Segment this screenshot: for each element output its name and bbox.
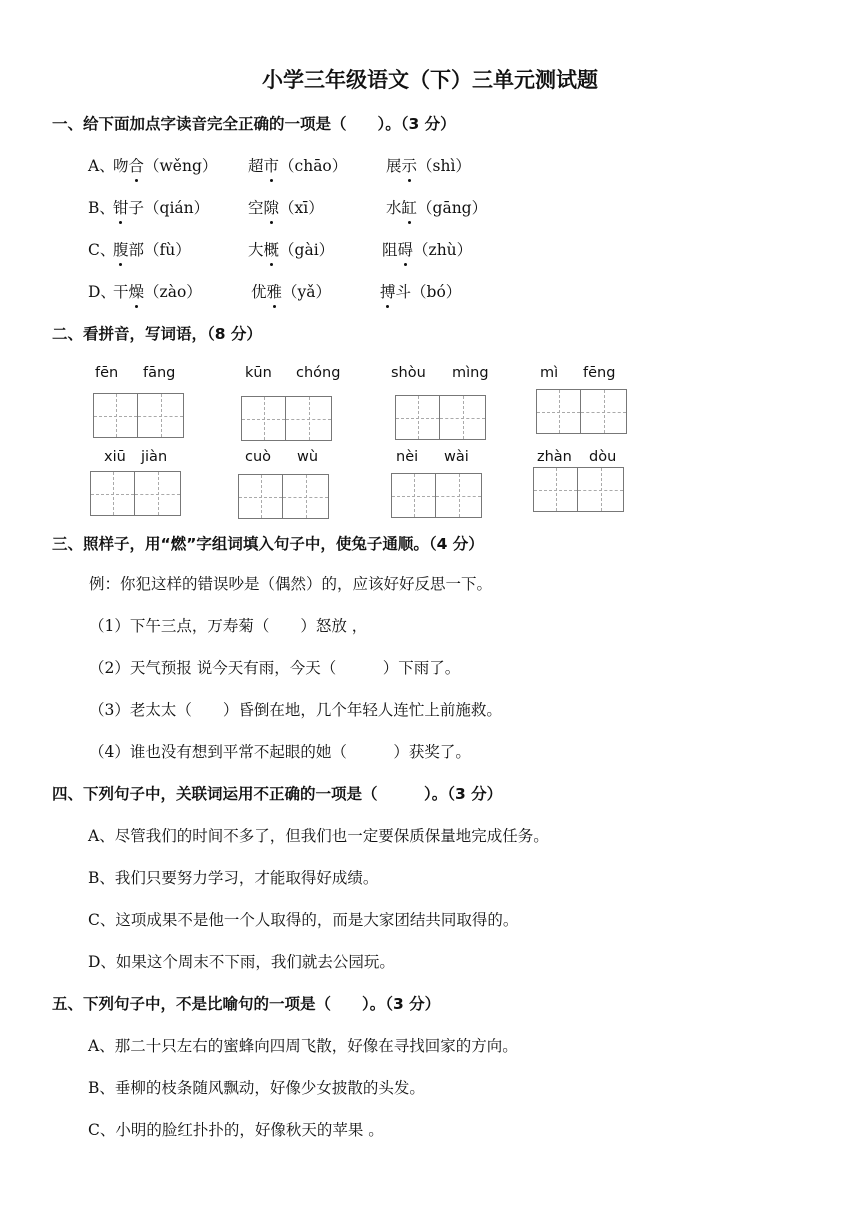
pinyin: chóng	[296, 365, 341, 381]
question-5-option-c: C、小明的脸红扑扑的，好像秋天的苹果 。	[88, 1121, 384, 1139]
pinyin: xiū	[104, 449, 126, 465]
writing-box[interactable]	[238, 474, 329, 519]
question-5-option-b: B、垂柳的枝条随风飘动，好像少女披散的头发。	[88, 1079, 425, 1097]
question-4-option-a: A、尽管我们的时间不多了，但我们也一定要保质保量地完成任务。	[88, 827, 549, 845]
writing-box[interactable]	[536, 389, 627, 434]
option-item: 优雅（yǎ）	[251, 280, 331, 302]
option-label: D、	[88, 283, 116, 301]
pinyin: zhàn	[537, 449, 572, 465]
pinyin: cuò	[245, 449, 272, 465]
question-4-option-b: B、我们只要努力学习，才能取得好成绩。	[88, 869, 379, 887]
pinyin: fēng	[583, 365, 616, 381]
option-item: 钳子（qián）	[113, 196, 209, 218]
writing-box[interactable]	[391, 473, 482, 518]
option-item: 展示（shì）	[386, 154, 471, 176]
question-2-heading: 二、看拼音，写词语，（8 分）	[52, 325, 262, 343]
pinyin: shòu	[391, 365, 426, 381]
option-item: 腹部（fù）	[113, 238, 191, 260]
option-item: 搏斗（bó）	[380, 280, 461, 302]
pinyin: fāng	[143, 365, 176, 381]
question-3-heading: 三、照样子，用“燃”字组词填入句子中，使兔子通顺。（4 分）	[52, 535, 484, 553]
question-4-option-d: D、如果这个周末不下雨，我们就去公园玩。	[88, 953, 395, 971]
pinyin: wài	[444, 449, 469, 465]
writing-box[interactable]	[395, 395, 486, 440]
question-3-example: 例：你犯这样的错误吵是（偶然）的，应该好好反思一下。	[89, 575, 493, 593]
option-label: A、	[88, 157, 115, 175]
page-title: 小学三年级语文（下）三单元测试题	[262, 68, 598, 92]
question-3-item: （2）天气预报 说今天有雨，今天（ ）下雨了。	[89, 659, 461, 677]
option-item: 阻碍（zhù）	[382, 238, 472, 260]
option-item: 大概（gài）	[248, 238, 334, 260]
option-label: C、	[88, 241, 116, 259]
question-4-heading: 四、下列句子中，关联词运用不正确的一项是（ ）。（3 分）	[52, 785, 503, 803]
pinyin: nèi	[396, 449, 419, 465]
question-5-option-a: A、那二十只左右的蜜蜂向四周飞散，好像在寻找回家的方向。	[88, 1037, 518, 1055]
option-item: 干燥（zào）	[113, 280, 202, 302]
question-3-item: （4）谁也没有想到平常不起眼的她（ ）获奖了。	[89, 743, 471, 761]
pinyin: jiàn	[141, 449, 168, 465]
pinyin: mìng	[452, 365, 489, 381]
question-1-heading: 一、给下面加点字读音完全正确的一项是（ ）。（3 分）	[52, 115, 456, 133]
option-item: 空隙（xī）	[248, 196, 324, 218]
pinyin: dòu	[589, 449, 617, 465]
writing-box[interactable]	[93, 393, 184, 438]
option-item: 吻合（wěng）	[113, 154, 217, 176]
question-3-item: （1）下午三点，万寿菊（ ）怒放 ，	[89, 617, 368, 635]
question-4-option-c: C、这项成果不是他一个人取得的，而是大家团结共同取得的。	[88, 911, 519, 929]
writing-box[interactable]	[533, 467, 624, 512]
pinyin: wù	[297, 449, 319, 465]
writing-box[interactable]	[241, 396, 332, 441]
option-label: B、	[88, 199, 115, 217]
question-3-item: （3）老太太（ ）昏倒在地，几个年轻人连忙上前施救。	[89, 701, 502, 719]
option-item: 水缸（gāng）	[386, 196, 487, 218]
pinyin: kūn	[245, 365, 272, 381]
pinyin: fēn	[95, 365, 119, 381]
option-item: 超市（chāo）	[248, 154, 347, 176]
writing-box[interactable]	[90, 471, 181, 516]
question-5-heading: 五、下列句子中，不是比喻句的一项是（ ）。（3 分）	[52, 995, 441, 1013]
pinyin: mì	[540, 365, 559, 381]
